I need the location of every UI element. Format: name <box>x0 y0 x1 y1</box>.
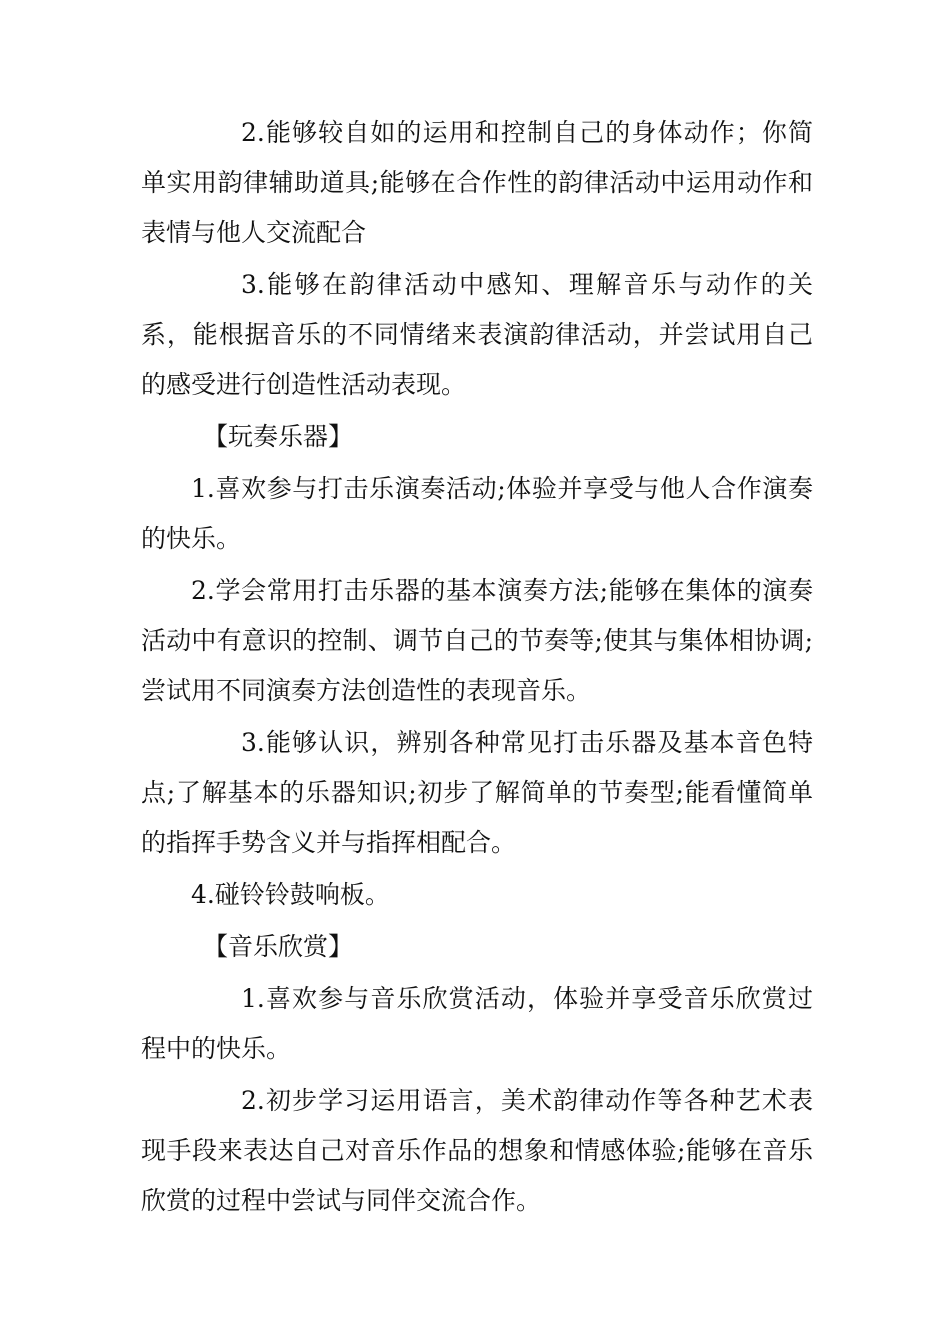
item-number: 1. <box>191 474 215 503</box>
item-number: 3. <box>241 270 265 299</box>
item-number: 2. <box>241 118 265 147</box>
paragraph-text: 初步学习运用语言，美术韵律动作等各种艺术表现手段来表达自己对音乐作品的想象和情感体验;能够在音乐欣赏的过程中尝试与同伴交流合作。 <box>141 1086 813 1215</box>
paragraph-text: 能够在韵律活动中感知、理解音乐与动作的关系，能根据音乐的不同情绪来表演韵律活动，并尝试用自己的感受进行创造性活动表现。 <box>141 270 813 399</box>
paragraph-text: 能够认识，辨别各种常见打击乐器及基本音色特点;了解基本的乐器知识;初步了解简单的节奏型;能看懂简单的指挥手势含义并与指挥相配合。 <box>141 728 813 857</box>
paragraph-text: 学会常用打击乐器的基本演奏方法;能够在集体的演奏活动中有意识的控制、调节自己的节奏等;使其与集体相协调;尝试用不同演奏方法创造性的表现音乐。 <box>141 576 813 705</box>
paragraph-item <box>141 464 813 564</box>
item-number: 1. <box>241 984 265 1013</box>
section-heading <box>141 412 813 462</box>
paragraph-item <box>141 870 813 920</box>
paragraph-item <box>141 1076 813 1226</box>
section-heading-text: 【玩奏乐器】 <box>203 422 354 451</box>
paragraph-item <box>141 974 813 1074</box>
paragraph-text: 碰铃铃鼓响板。 <box>214 880 390 909</box>
paragraph-item <box>141 108 813 258</box>
paragraph-text: 喜欢参与打击乐演奏活动;体验并享受与他人合作演奏的快乐。 <box>141 474 813 553</box>
section-heading-text: 【音乐欣赏】 <box>203 932 354 961</box>
document-body <box>141 108 813 1226</box>
paragraph-item <box>141 566 813 716</box>
item-number: 4. <box>191 880 215 909</box>
item-number: 3. <box>241 728 265 757</box>
paragraph-text: 能够较自如的运用和控制自己的身体动作；你简单实用韵律辅助道具;能够在合作性的韵律活动中运用动作和表情与他人交流配合 <box>141 118 813 247</box>
paragraph-item <box>141 718 813 868</box>
item-number: 2. <box>191 576 215 605</box>
paragraph-text: 喜欢参与音乐欣赏活动，体验并享受音乐欣赏过程中的快乐。 <box>141 984 813 1063</box>
item-number: 2. <box>241 1086 265 1115</box>
paragraph-item <box>141 260 813 410</box>
section-heading <box>141 922 813 972</box>
